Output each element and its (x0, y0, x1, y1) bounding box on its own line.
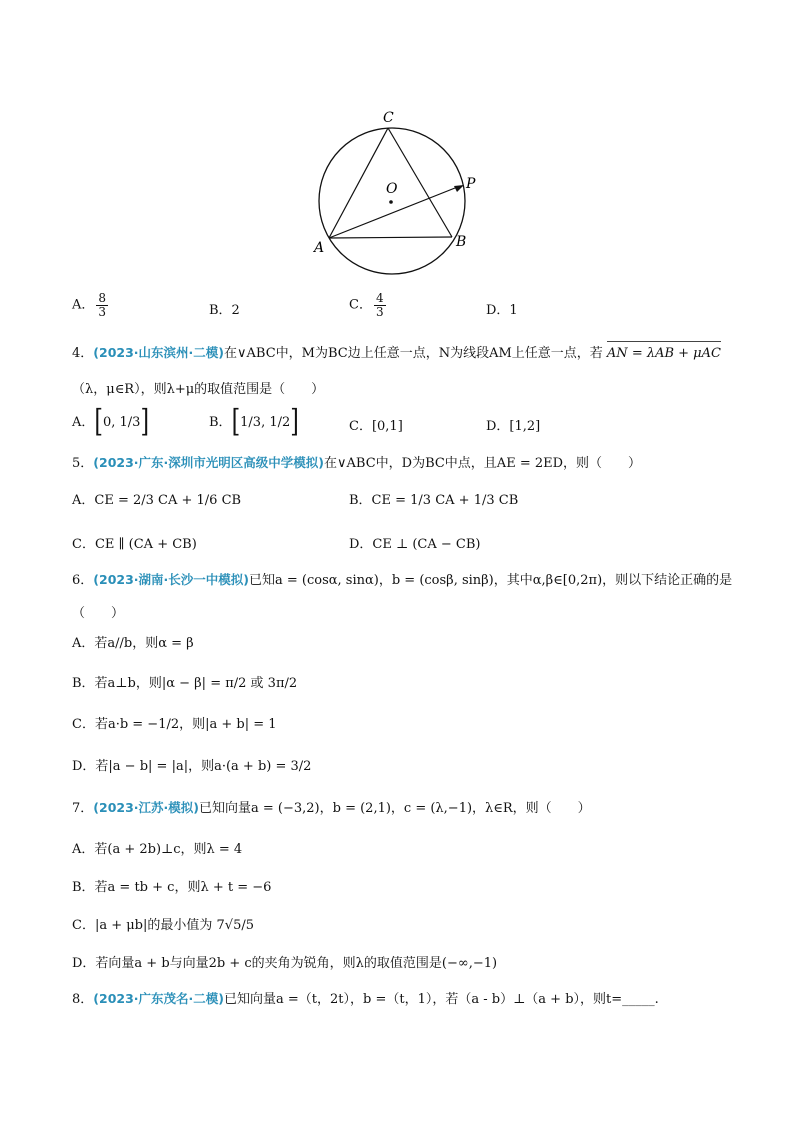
question-number: 8． (72, 992, 94, 1007)
q4-option-c[interactable]: C．[0,1] (349, 419, 403, 434)
fraction: $\frac{8}{3}$ (98, 291, 107, 319)
q3-option-a[interactable]: A． $\frac{8}{3}$ (72, 291, 107, 319)
q8-stem (72, 988, 659, 1007)
q4-option-b[interactable]: B．[1/3, 1/2] (209, 405, 299, 440)
question-source: (2023·江苏·模拟) (93, 800, 199, 815)
q6-option-d[interactable]: D．若|a − b| = |a|，则a·(a + b) = 3/2 (72, 759, 312, 774)
question-source: (2023·广东茂名·二模) (93, 991, 224, 1006)
q5-option-d[interactable]: D．CE ⊥ (CA − CB) (349, 537, 481, 552)
q4-stem-line2: （λ，μ∈R），则λ+μ的取值范围是（ ） (72, 382, 325, 397)
segment-AC (329, 128, 388, 238)
question-stem: 在∨ABC中，M为BC边上任意一点，N为线段AM上任意一点，若 (224, 346, 603, 361)
q7-option-b[interactable]: B．若a = tb + c，则λ + t = −6 (72, 880, 272, 895)
q5-option-c[interactable]: C．CE ∥ (CA + CB) (72, 537, 197, 552)
q5-option-a[interactable]: A．CE = 2/3 CA + 1/6 CB (72, 493, 242, 508)
question-number: 6． (72, 573, 94, 588)
q6-option-c[interactable]: C．若a·b = −1/2，则|a + b| = 1 (72, 717, 277, 732)
label-C: C (383, 110, 394, 126)
q6-option-a[interactable]: A．若a//b，则α = β (72, 636, 194, 651)
question-source: (2023·山东滨州·二模) (93, 345, 224, 360)
question-number: 7． (72, 801, 94, 816)
question-number: 4． (72, 346, 94, 361)
fraction: $\frac{4}{3}$ (375, 291, 384, 319)
q7-stem (72, 797, 591, 816)
q6-stem-tail: （ ） (72, 606, 125, 621)
question-source: (2023·广东·深圳市光明区高级中学模拟) (93, 455, 324, 470)
question-stem: 已知a = (cosα, sinα)，b = (cosβ, sinβ)，其中α,β∈[0,2π)，则以下结论正确的是 (249, 573, 733, 588)
q5-stem (72, 452, 641, 471)
arrowhead-P (454, 185, 464, 192)
q3-option-d[interactable]: D．1 (486, 303, 518, 318)
center-point-O (389, 200, 393, 204)
q5-option-b[interactable]: B．CE = 1/3 CA + 1/3 CB (349, 493, 519, 508)
geometry-figure (300, 100, 500, 300)
q3-option-c[interactable]: C． $\frac{4}{3}$ (349, 291, 384, 319)
vector-equation: AN = λAB + μAC (606, 346, 721, 361)
q7-option-c[interactable]: C．|a + μb|的最小值为 7√5/5 (72, 918, 254, 933)
question-stem: 在∨ABC中，D为BC中点，且AE = 2ED，则（ ） (324, 456, 642, 471)
q4-stem-line1 (72, 342, 721, 361)
interval-text: 0, 1/3 (102, 415, 141, 430)
question-stem: 已知向量a = (−3,2)，b = (2,1)，c = (λ,−1)，λ∈R，则（ ） (199, 801, 591, 816)
label-P: P (466, 176, 476, 192)
segment-AB (329, 237, 452, 238)
q7-option-a[interactable]: A．若(a + 2b)⊥c，则λ = 4 (72, 842, 243, 857)
question-source: (2023·湖南·长沙一中模拟) (93, 572, 249, 587)
question-stem: 已知向量a =（t，2t），b =（t，1），若（a - b）⊥（a + b），则t=_____. (224, 992, 659, 1007)
label-B: B (456, 234, 467, 250)
q4-option-d[interactable]: D．[1,2] (486, 419, 541, 434)
q4-option-a[interactable]: A．[0, 1/3] (72, 405, 150, 440)
q6-option-b[interactable]: B．若a⊥b，则|α − β| = π/2 或 3π/2 (72, 676, 298, 691)
q6-stem (72, 569, 732, 588)
label-O: O (386, 181, 398, 197)
segment-CB (388, 128, 452, 237)
q7-option-d[interactable]: D．若向量a + b与向量2b + c的夹角为锐角，则λ的取值范围是(−∞,−1) (72, 956, 498, 971)
q3-option-b[interactable]: B．2 (209, 303, 240, 318)
label-A: A (314, 240, 325, 256)
interval-text: 1/3, 1/2 (240, 415, 291, 430)
question-number: 5． (72, 456, 94, 471)
